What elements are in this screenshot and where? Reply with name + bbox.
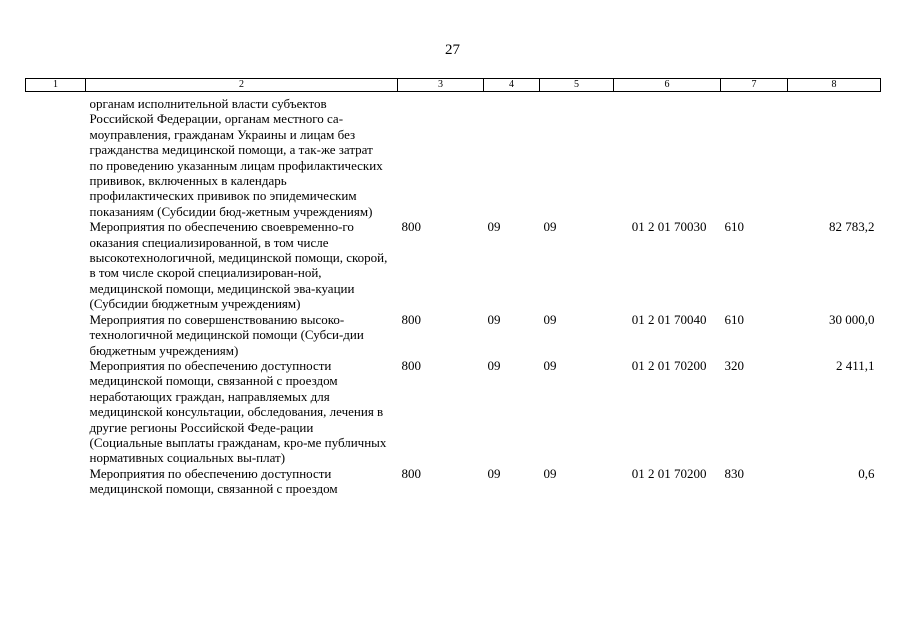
section-code-cell: 09 xyxy=(487,311,501,327)
section-code-cell: 09 xyxy=(487,219,501,235)
column-number: 8 xyxy=(788,79,881,92)
subsection-code-cell xyxy=(540,92,614,220)
target-article-cell: 01 2 01 70200 xyxy=(631,357,707,373)
section-code-cell: 09 xyxy=(487,465,501,481)
expense-type-cell: 320 xyxy=(724,357,744,373)
amount-cell: 30 000,0 xyxy=(829,311,875,327)
table-row xyxy=(26,466,881,497)
target-article-cell: 01 2 01 70040 xyxy=(631,311,707,327)
item-name-cell: Мероприятия по совершенствованию высоко-технологичной медицинской помощи (Субси-дии бюджетным учреждениям) xyxy=(89,311,364,358)
expense-type-cell xyxy=(721,92,788,220)
table-row xyxy=(26,358,881,466)
page-number: 27 xyxy=(445,42,460,58)
table-row xyxy=(26,219,881,311)
section-code-cell xyxy=(484,92,540,220)
ministry-code-cell: 800 xyxy=(401,311,421,327)
table-body xyxy=(26,92,881,497)
amount-cell xyxy=(788,92,881,220)
expense-type-cell: 610 xyxy=(724,219,744,235)
item-name-cell: органам исполнительной власти субъектов Российской Федерации, органам местного са-моуправления, гражданам Украины и лицам без гражданства медицинской помощи, а так-же затрат по проведению указанным лицам профилактических прививок, включенных в календарь профилактических прививок по эпидемическим показаниям (Субсидии бюд-жетным учреждениям) xyxy=(89,96,383,219)
subsection-code-cell: 09 xyxy=(543,465,557,481)
row-number-cell xyxy=(26,466,86,497)
row-number-cell xyxy=(26,219,86,311)
target-article-cell: 01 2 01 70030 xyxy=(631,219,707,235)
row-number-cell xyxy=(26,92,86,220)
budget-table xyxy=(25,78,881,497)
subsection-code-cell: 09 xyxy=(543,311,557,327)
column-number: 1 xyxy=(26,79,86,92)
table-header xyxy=(26,79,881,92)
target-article-cell: 01 2 01 70200 xyxy=(631,465,707,481)
expense-type-cell: 830 xyxy=(724,465,744,481)
column-number: 5 xyxy=(540,79,614,92)
table-row xyxy=(26,92,881,220)
item-name-cell: Мероприятия по обеспечению доступности медицинской помощи, связанной с проездом xyxy=(89,465,338,497)
amount-cell: 2 411,1 xyxy=(835,357,875,373)
expense-type-cell: 610 xyxy=(724,311,744,327)
item-name-cell: Мероприятия по обеспечению своевременно-го оказания специализированной, в том числе высокотехнологичной, медицинской помощи, скорой, в том числе скорой специализирован-ной, медицинской помощи, медицинской эва-куации (Субсидии бюджетным учреждениям) xyxy=(89,219,388,312)
ministry-code-cell: 800 xyxy=(401,357,421,373)
column-number: 7 xyxy=(721,79,788,92)
target-article-cell xyxy=(614,92,721,220)
amount-cell: 0,6 xyxy=(858,465,875,481)
section-code-cell: 09 xyxy=(487,357,501,373)
subsection-code-cell: 09 xyxy=(543,219,557,235)
ministry-code-cell xyxy=(398,92,484,220)
item-name-cell: Мероприятия по обеспечению доступности медицинской помощи, связанной с проездом неработающих граждан, направляемых для медицинской консультации, обследования, лечения в другие регионы Российской Феде-рации (Социальные выплаты гражданам, кро-ме публичных нормативных социальных вы-плат) xyxy=(89,357,387,466)
ministry-code-cell: 800 xyxy=(401,219,421,235)
column-number-row xyxy=(26,79,881,92)
amount-cell: 82 783,2 xyxy=(829,219,875,235)
column-number: 3 xyxy=(398,79,484,92)
subsection-code-cell: 09 xyxy=(543,357,557,373)
ministry-code-cell: 800 xyxy=(401,465,421,481)
table-row xyxy=(26,312,881,358)
row-number-cell xyxy=(26,358,86,466)
row-number-cell xyxy=(26,312,86,358)
column-number: 6 xyxy=(614,79,721,92)
column-number: 4 xyxy=(484,79,540,92)
column-number: 2 xyxy=(86,79,398,92)
